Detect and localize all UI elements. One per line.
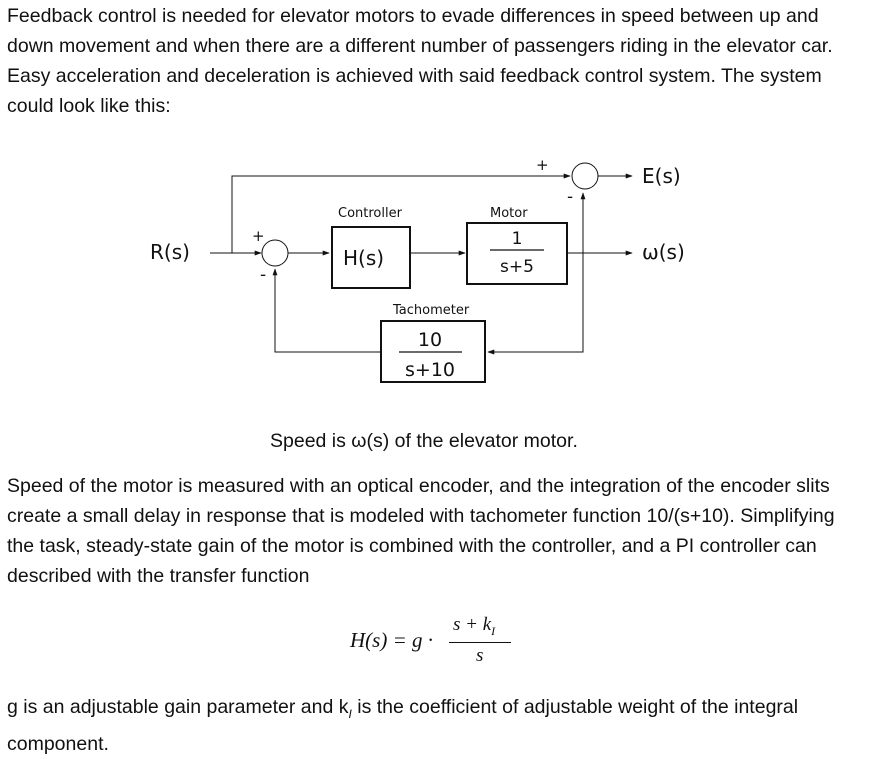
tachometer-numerator: 10 [417,329,443,351]
diagram-caption: Speed is ω(s) of the elevator motor. [270,430,578,452]
feedback-line-to-sum1 [275,269,381,352]
controller-transfer-function: H(s) [343,246,385,270]
motor-title: Motor [490,206,528,221]
body-paragraph: Speed of the motor is measured with an optical encoder, and the integration of the encoder slits create a small delay in response that is modeled with tachometer function 10/(s+10). Simplifying the task, steady-state gain of the motor is combined with the controller, and a PI controller can described with the transfer function [7,475,835,587]
formula-fraction-bar [449,642,511,643]
input-label: R(s) [150,240,190,264]
formula-denominator: s [476,645,484,666]
tachometer-denominator: s+10 [405,359,455,381]
summing-junction-1 [262,240,288,266]
formula-lhs: H(s) = g · [350,628,433,652]
formula-numerator: $s + k_I$ [453,614,496,638]
sum1-plus-sign: + [252,227,265,245]
intro-paragraph: Feedback control is needed for elevator motors to evade differences in speed between up and down movement and when there are a different number of passengers riding in the elevator car. Easy acceleration and deceleration is achieved with said feedback control system. The system could look like this: [7,5,833,117]
speed-output-label: ω(s) [642,240,685,264]
sum2-plus-sign: + [536,156,549,174]
error-output-label: E(s) [642,164,681,188]
sum1-minus-sign: - [260,265,267,285]
tachometer-title: Tachometer [393,303,470,318]
controller-title: Controller [338,206,402,221]
motor-denominator: s+5 [500,257,534,277]
motor-numerator: 1 [511,229,523,249]
closing-paragraph: g is an adjustable gain parameter and $k_I$ is the coefficient of adjustable weight of the integral component. [7,696,799,755]
summing-junction-2 [572,163,598,189]
sum2-minus-sign: - [567,187,574,207]
